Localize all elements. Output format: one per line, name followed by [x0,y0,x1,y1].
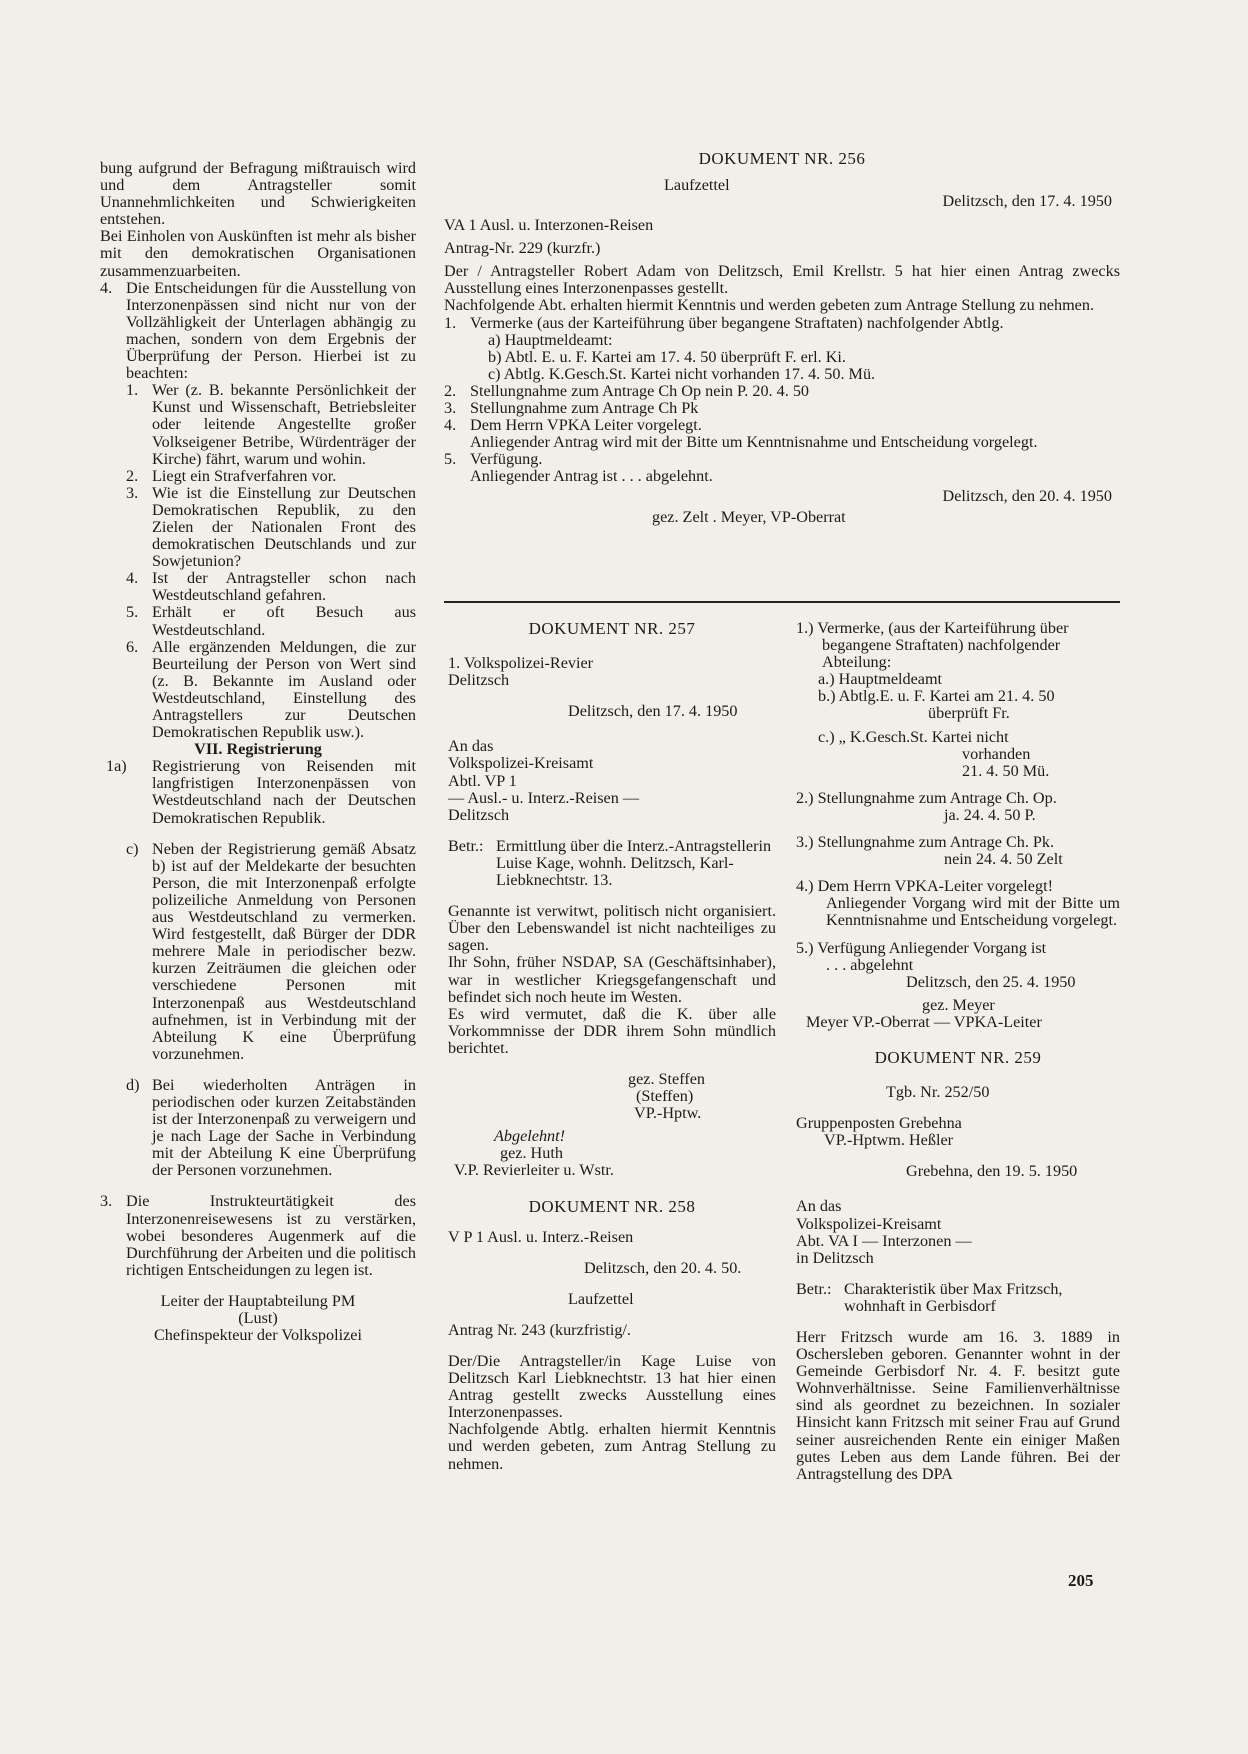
list-item: 5. Verfügung. [444,450,543,469]
document-subtitle: Laufzettel [568,1289,634,1308]
intro-paragraph-2: Bei Einholen von Auskünften ist mehr als bisher mit den demokratischen Organisationen zusammenzuarbeiten. [100,227,416,280]
point-3-text: Die Instrukteurtätigkeit des Interzonenreisewesens ist zu verstärken, wobei besonderes Augenmerk auf die Durchführung der Arbeiten und die politisch richtigen Entscheidungen zu legen ist. [126,1192,416,1279]
list-item: 1a) Registrierung von Reisenden mit langfristigen Interzonenpässen von Westdeutschland nach der Deutschen Demokratischen Republik. [106,757,416,827]
list-item: 2. Liegt ein Strafverfahren vor. [126,466,337,485]
section-heading: VII. Registrierung [194,740,322,759]
list-item: ja. 24. 4. 50 P. [944,805,1036,824]
list-item: 2. Stellungnahme zum Antrage Ch Op nein P. 20. 4. 50 [444,381,810,400]
subject [796,1281,1120,1315]
intro-paragraph: bung aufgrund der Befragung mißtrauisch wird und dem Antragsteller somit Unannehmlichkeiten und Schwierigkeiten entstehen. [100,159,416,229]
list-item: 5.) Verfügung Anliegender Vorgang ist [796,938,1047,957]
list-item: Anliegender Antrag ist . . . abgelehnt. [470,467,713,486]
recipient: — Ausl.- u. Interz.-Reisen — [448,788,640,807]
document-title: DOKUMENT NR. 258 [528,1196,696,1216]
subject-text: Ermittlung über die Interz.-Antragstellerin Luise Kage, wohnh. Delitzsch, Karl-Liebknechtstr. 13. [496,836,772,890]
list-item: Anliegender Vorgang wird mit der Bitte um Kenntnisnahme und Entscheidung vorgelegt. [826,894,1120,930]
signature-line: gez. Steffen [628,1069,706,1088]
document-title: DOKUMENT NR. 257 [528,619,696,638]
body-paragraph: Der/Die Antragsteller/in Kage Luise von Delitzsch Karl Liebknechtstr. 13 hat hier einen Antrag gestellt zwecks Ausstellung eines Interzonenpasses. [448,1352,776,1422]
list-item: a) Hauptmeldeamt: [488,330,613,349]
body-paragraph: Es wird vermutet, daß die K. über alle Vorkommnisse der DDR ihrem Sohn mündlich berichtet. [448,1004,776,1057]
recipient: An das [448,737,494,756]
list-item: 4.) Dem Herrn VPKA-Leiter vorgelegt! [796,877,1053,896]
document-title: DOKUMENT NR. 259 [874,1047,1042,1067]
list-item: 4. Dem Herrn VPKA Leiter vorgelegt. [444,416,702,435]
sender: 1. Volkspolizei-Revier [448,654,594,673]
subject-label: Betr.: [448,836,484,855]
list-item: c) Neben der Registrierung gemäß Absatz b) ist auf der Meldekarte der besuchten Person, die mit Interzonenpaß erfolgte polizeiliche Anmeldung von Personen aus Westdeutschland zu vermerken. Wird festgestellt, daß Bürger der DDR mehrere Male in periodischer bezw. kurzen Zeiträumen die gleichen oder verschiedene Personen mit Interzonenpaß aus Westdeutschland aufnehmen, ist in Verbindung mit der Abteilung K eine Überprüfung vorzunehmen. [126,839,416,1063]
document-date: Delitzsch, den 20. 4. 50. [584,1258,742,1277]
list-item: vorhanden [962,744,1031,763]
list-item: c) Abtlg. K.Gesch.St. Kartei nicht vorhanden 17. 4. 50. Mü. [488,364,876,383]
subject-label: Betr.: [796,1279,832,1298]
subject [448,838,776,889]
list-item: überprüft Fr. [928,704,1010,723]
point-3-number: 3. [100,1192,113,1211]
recipient: Volkspolizei-Kreisamt [796,1214,942,1233]
document-date: Delitzsch, den 20. 4. 1950 [942,486,1112,505]
list-item: 4. Ist der Antragsteller schon nach Westdeutschland gefahren. [126,569,416,605]
signature-title: Chefinspekteur der Volkspolizei [153,1326,362,1345]
list-item: 3.) Stellungnahme zum Antrage Ch. Pk. [796,833,1055,852]
signature-line: Leiter der Hauptabteilung PM [160,1291,356,1310]
signature-line: gez. Zelt . Meyer, VP-Oberrat [652,507,846,526]
rejection-note: Abgelehnt! [494,1127,566,1146]
signature-name: (Steffen) [636,1087,694,1106]
subject-text: Charakteristik über Max Fritzsch, wohnhaft in Gerbisdorf [844,1279,1063,1315]
department: VA 1 Ausl. u. Interzonen-Reisen [444,216,654,235]
point-4 [100,280,416,383]
left-column [100,160,416,1344]
signature-title: Meyer VP.-Oberrat — VPKA-Leiter [806,1012,1042,1031]
list-item: a.) Hauptmeldeamt [818,670,943,689]
department: V P 1 Ausl. u. Interz.-Reisen [448,1227,634,1246]
point-4-text: Die Entscheidungen für die Ausstellung von Interzonenpässen sind nicht nur von der Vollzähligkeit der Unterlagen abhängig zu machen, sondern von dem Ergebnis der Überprüfung der Person. Hierbei ist zu beachten: [126,278,416,383]
signature-title: VP.-Hptw. [634,1104,702,1123]
sender-city: Delitzsch [448,671,510,690]
middle-column [448,620,776,1473]
list-item: nein 24. 4. 50 Zelt [944,850,1063,869]
recipient: Abtl. VP 1 [448,771,517,790]
rejection-title: V.P. Revierleiter u. Wstr. [454,1161,614,1180]
document-date: Delitzsch, den 17. 4. 1950 [568,702,738,721]
list-item: 3. Wie ist die Einstellung zur Deutschen Demokratischen Republik, zu den Zielen der Nationalen Front des demokratischen Deutschlands und zur Sowjetunion? [126,483,416,571]
document-date: Delitzsch, den 25. 4. 1950 [906,972,1076,991]
list-item: 3. Stellungnahme zum Antrage Ch Pk [444,399,699,418]
journal-number: Tgb. Nr. 252/50 [886,1083,990,1102]
application-number: Antrag-Nr. 229 (kurzfr.) [444,239,601,258]
point-4-number: 4. [100,278,113,297]
signature-line: gez. Meyer [922,995,995,1014]
body-paragraph: Nachfolgende Abtlg. erhalten hiermit Kenntnis und werden gebeten, zum Antrag Stellung zu nehmen. [448,1420,776,1473]
document-date: Delitzsch, den 17. 4. 1950 [942,192,1112,211]
recipient: in Delitzsch [796,1248,874,1267]
list-item: c.) „ K.Gesch.St. Kartei nicht [818,727,1009,746]
point-3 [100,1193,416,1278]
list-item: 21. 4. 50 Mü. [962,761,1050,780]
list-item: 1.) Vermerke, (aus der Karteiführung über begangene Straftaten) nachfolgender Abteilung: [796,619,1069,672]
page-number: 205 [1068,1571,1094,1590]
list-item: d) Bei wiederholten Anträgen in periodischen oder kurzen Zeitabständen ist der Interzonenpaß zu verweigern und je nach Lage der Sache in Verbindung mit der Abteilung K eine Überprüfung der Personen vorzunehmen. [126,1075,416,1180]
list-item: b.) Abtlg.E. u. F. Kartei am 21. 4. 50 [818,687,1055,706]
list-item: . . . abgelehnt [826,955,914,974]
body-paragraph: Nachfolgende Abt. erhalten hiermit Kenntnis und werden gebeten zum Antrage Stellung zu nehmen. [444,296,1095,315]
list-item: Anliegender Antrag wird mit der Bitte um Kenntnisnahme und Entscheidung vorgelegt. [470,433,1038,452]
list-item: 5. Erhält er oft Besuch aus Westdeutschland. [126,603,416,639]
document-subtitle: Laufzettel [664,176,730,195]
recipient: Delitzsch [448,805,510,824]
sender: Gruppenposten Grebehna [796,1114,962,1133]
body-paragraph: Genannte ist verwitwt, politisch nicht organisiert. Über den Lebenswandel ist nicht nachteiliges zu sagen. [448,902,776,955]
body-paragraph: Der / Antragsteller Robert Adam von Delitzsch, Emil Krellstr. 5 hat hier einen Antrag zwecks Ausstellung eines Interzonenpasses gestellt. [444,262,1120,298]
document-title: DOKUMENT NR. 256 [698,149,866,168]
list-item: 1. Wer (z. B. bekannte Persönlichkeit der Kunst und Wissenschaft, Betriebsleiter oder leitende Angestellte großer Volkseigener Betribe, Würdenträger der Kirche) fährt, warum und wohin. [126,381,416,468]
application-number: Antrag Nr. 243 (kurzfristig/. [448,1320,631,1339]
list-item: 6. Alle ergänzenden Meldungen, die zur Beurteilung der Person von Wert sind (z. B. Bekannte im Ausland oder Westdeutschland, Einstellung des Antragstellers zur Deutschen Demokratischen Republik usw.). [126,637,416,742]
body-paragraph: Ihr Sohn, früher NSDAP, SA (Geschäftsinhaber), war in westlicher Kriegsgefangenschaft und befindet sich noch heute im Westen. [448,953,776,1006]
document-date: Grebehna, den 19. 5. 1950 [906,1162,1078,1181]
recipient: An das [796,1197,842,1216]
right-column [796,620,1120,1483]
recipient: Abt. VA I — Interzonen — [796,1231,972,1250]
recipient: Volkspolizei-Kreisamt [448,754,594,773]
body-paragraph: Herr Fritzsch wurde am 16. 3. 1889 in Oschersleben geboren. Genannter wohnt in der Gemeinde Gerbisdorf Nr. 4. F. besitzt gute Wohnverhältnisse. Seine Familienverhältnisse sind als geordnet zu bezeichnen. In sozialer Hinsicht kann Fritzsch mit seiner Frau auf Grund seiner ausreichenden Rente ein einiger Maßen gutes Leben aus dem Lande führen. Bei der Antragstellung des DPA [796,1328,1120,1483]
document-256 [444,150,1120,526]
list-item: 2.) Stellungnahme zum Antrage Ch. Op. [796,788,1057,807]
rejection-signature: gez. Huth [500,1144,563,1163]
signature-name: (Lust) [238,1309,278,1327]
list-item: 1. Vermerke (aus der Karteiführung über begangene Straftaten) nachfolgender Abtlg. [444,313,1004,332]
sender-name: VP.-Hptwm. Heßler [824,1131,954,1150]
horizontal-rule [444,601,1120,603]
list-item: b) Abtl. E. u. F. Kartei am 17. 4. 50 überprüft F. erl. Ki. [488,347,846,366]
